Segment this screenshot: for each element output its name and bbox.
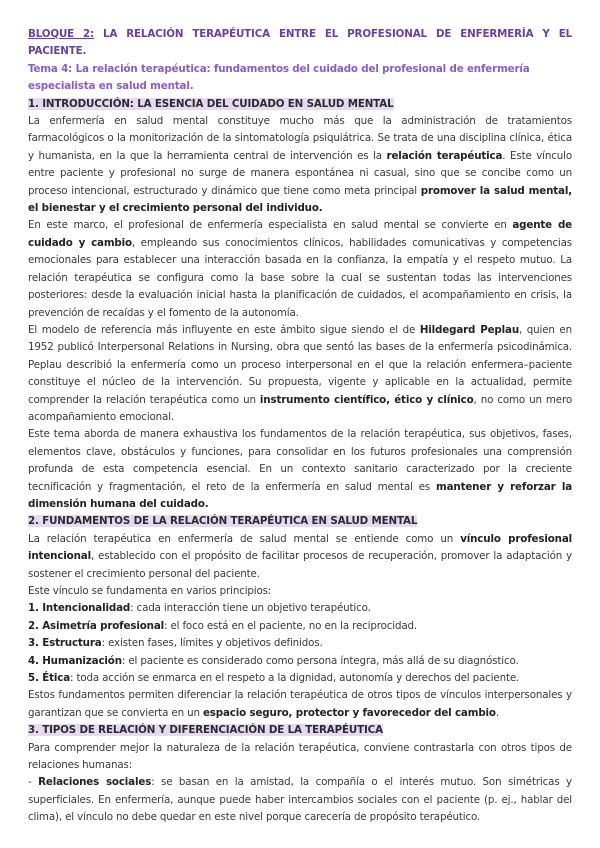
- section-1-heading: 1. INTRODUCCIÓN: LA ESENCIA DEL CUIDADO EN SALUD MENTAL: [28, 97, 394, 110]
- paragraph-intro-4: Este tema aborda de manera exhaustiva los fundamentos de la relación terapéutica, sus objetivos, fases, elementos clave, obstáculos y funciones, para consolidar en los futuros profesionales una comprensión profunda de esta competencia esencial. En un contexto sanitario caracterizado por la creciente tecnificación y fragmentación, el reto de la enfermería en salud mental es mantener y reforzar la dimensión humana del cuidado.: [28, 428, 572, 510]
- principle-item: 1. Intencionalidad: cada interacción tiene un objetivo terapéutico.: [28, 602, 371, 615]
- bloque-label: BLOQUE 2:: [28, 28, 95, 40]
- section-3-heading: 3. TIPOS DE RELACIÓN Y DIFERENCIACIÓN DE LA TERAPÉUTICA: [28, 724, 383, 737]
- paragraph-fundamentos-2: Este vínculo se fundamenta en varios principios:: [28, 585, 272, 597]
- principle-item: 3. Estructura: existen fases, límites y objetivos definidos.: [28, 637, 323, 650]
- topic-subtitle: Tema 4: La relación terapéutica: fundamentos del cuidado del profesional de enfermería especialista en salud mental.: [28, 62, 530, 93]
- paragraph-fundamentos-3: Estos fundamentos permiten diferenciar la relación terapéutica de otros tipos de vínculos interpersonales y garantizan que se convierta en un espacio seguro, protector y favorecedor del cambio.: [28, 689, 572, 719]
- document-title: [28, 26, 572, 61]
- paragraph-intro-3: El modelo de referencia más influyente en este ámbito sigue siendo el de Hildegard Peplau, quien en 1952 publicó Interpersonal Relations in Nursing, obra que sentó las bases de la enfermería psicodinámica. Peplau describió la enfermería como un proceso interpersonal en el que la relación enfermera–paciente constituye el núcleo de la intervención. Su propuesta, vigente y aplicable en la actualidad, permite comprender la relación terapéutica como un instrumento científico, ético y clínico, no como un mero acompañamiento emocional.: [28, 323, 572, 423]
- section-2-heading: 2. FUNDAMENTOS DE LA RELACIÓN TERAPÉUTICA EN SALUD MENTAL: [28, 515, 418, 528]
- paragraph-fundamentos-1: La relación terapéutica en enfermería de salud mental se entiende como un vínculo profesional intencional, establecido con el propósito de facilitar procesos de recuperación, promover la adaptación y sostener el crecimiento personal del paciente.: [28, 532, 573, 580]
- principle-item: 5. Ética: toda acción se enmarca en el respeto a la dignidad, autonomía y derechos del paciente.: [28, 672, 520, 685]
- document-page: [28, 26, 572, 827]
- principle-item: 4. Humanización: el paciente es considerado como persona íntegra, más allá de su diagnóstico.: [28, 654, 519, 667]
- paragraph-tipos-1: Para comprender mejor la naturaleza de la relación terapéutica, conviene contrastarla con otros tipos de relaciones humanas:: [28, 741, 572, 772]
- paragraph-tipos-2: - Relaciones sociales: se basan en la amistad, la compañía o el interés mutuo. Son simétricas y superficiales. En enfermería, aunque puede haber intercambios sociales con el paciente (p. ej., hablar del clima), el vínculo no debe quedar en este nivel porque carecería de propósito terapéutico.: [28, 776, 572, 824]
- title-text: LA RELACIÓN TERAPÉUTICA ENTRE EL PROFESIONAL DE ENFERMERÍA Y EL PACIENTE.: [28, 28, 572, 58]
- paragraph-intro-2: En este marco, el profesional de enfermería especialista en salud mental se convierte en agente de cuidado y cambio, empleando sus conocimientos clínicos, habilidades comunicativas y competencias emocionales para establecer una interacción basada en la confianza, la empatía y el respeto mutuo. La relación terapéutica se configura como la base sobre la cual se sustentan todas las intervenciones posteriores: desde la evaluación inicial hasta la planificación de cuidados, el acompañamiento en crisis, la prevención de recaídas y el fomento de la autonomía.: [28, 219, 572, 319]
- principle-item: 2. Asimetría profesional: el foco está en el paciente, no en la reciprocidad.: [28, 619, 418, 632]
- paragraph-intro-1: La enfermería en salud mental constituye mucho más que la administración de tratamientos farmacológicos o la monitorización de la sintomatología psiquiátrica. Se trata de una disciplina clínica, ética y humanista, en la que la herramienta central de intervención es la relación terapéutica. Este vínculo entre paciente y profesional no surge de manera espontánea ni casual, sino que se concibe como un proceso intencional, estructurado y dinámico que tiene como meta principal promover la salud mental, el bienestar y el crecimiento personal del individuo.: [28, 115, 572, 215]
